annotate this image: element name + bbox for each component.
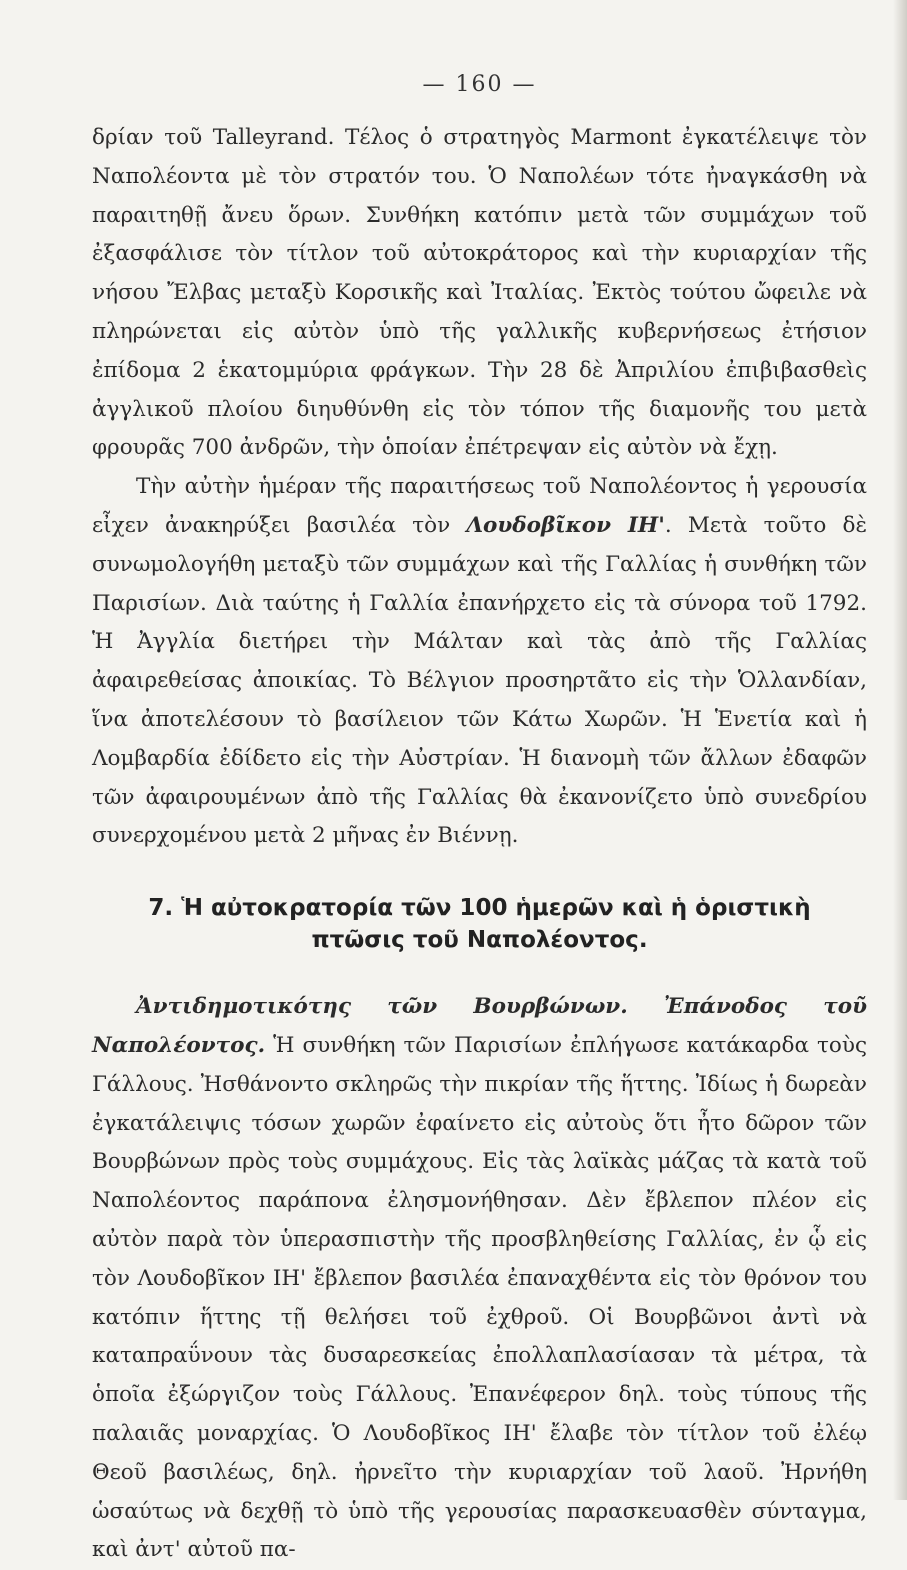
paragraph-1: δρίαν τοῦ Talleyrand. Τέλος ὁ στρατηγὸς Marmont ἐγκατέλειψε τὸν Ναπολέοντα μὲ τὸν στρατόν του. Ὁ Ναπολέων τότε ἠναγκάσθη νὰ παραιτηθῇ ἄνευ ὅρων. Συνθήκη κατόπιν μετὰ τῶν συμμάχων τοῦ ἐξασφάλισε τὸν τίτλον τοῦ αὐτοκράτορος καὶ τὴν κυριαρχίαν τῆς νήσου Ἔλβας μεταξὺ Κορσικῆς καὶ Ἰταλίας. Ἐκτὸς τούτου ὤφειλε νὰ πληρώνεται εἰς αὐτὸν ὑπὸ τῆς γαλλικῆς κυβερνήσεως ἐτήσιον ἐπίδομα 2 ἑκατομμύρια φράγκων. Τὴν 28 δὲ Ἀπριλίου ἐπιβιβασθεὶς ἀγγλικοῦ πλοίου διηυθύνθη εἰς τὸν τόπον τῆς διαμονῆς του μετὰ φρουρᾶς 700 ἀνδρῶν, τὴν ὁποίαν ἐπέτρεψαν εἰς αὐτὸν νὰ ἔχῃ.: [92, 125, 867, 461]
paragraph-2-after: . Μετὰ τοῦτο δὲ συνωμολογήθη μεταξὺ τῶν συμμάχων καὶ τῆς Γαλλίας ἡ συνθήκη τῶν Παρισίων. Διὰ ταύτης ἡ Γαλλία ἐπανήρχετο εἰς τὰ σύνορα τοῦ 1792. Ἡ Ἀγγλία διετήρει τὴν Μάλταν καὶ τὰς ἀπὸ τῆς Γαλλίας ἀφαιρεθείσας ἀποικίας. Τὸ Βέλγιον προσηρτᾶτο εἰς τὴν Ὁλλανδίαν, ἵνα ἀποτελέσουν τὸ βασίλειον τῶν Κάτω Χωρῶν. Ἡ Ἑνετία καὶ ἡ Λομβαρδία ἐδίδετο εἰς τὴν Αὐστρίαν. Ἡ διανομὴ τῶν ἄλλων ἐδαφῶν τῶν ἀφαιρουμένων ἀπὸ τῆς Γαλλίας θὰ ἐκανονίζετο ὑπὸ συνεδρίου συνερχομένου μετὰ 2 μῆνας ἐν Βιέννῃ.: [92, 512, 867, 849]
section-heading: [92, 892, 867, 956]
section-heading-line-2: πτῶσις τοῦ Ναπολέοντος.: [311, 927, 648, 954]
page-number: — 160 —: [422, 72, 537, 97]
paragraph-3-text: Ἡ συνθήκη τῶν Παρισίων ἐπλήγωσε κατάκαρδα τοὺς Γάλλους. Ἠσθάνοντο σκληρῶς τὴν πικρίαν τῆς ἥττης. Ἰδίως ἡ δωρεὰν ἐγκατάλειψις τόσων χωρῶν ἐφαίνετο εἰς αὐτοὺς ὅτι ἦτο δῶρον τῶν Βουρβώνων πρὸς τοὺς συμμάχους. Εἰς τὰς λαϊκὰς μάζας τὰ κατὰ τοῦ Ναπολέοντος παράπονα ἐλησμονήθησαν. Δὲν ἔβλεπον πλέον εἰς αὐτὸν παρὰ τὸν ὑπερασπιστὴν τῆς προσβληθείσης Γαλλίας, ἐν ᾧ εἰς τὸν Λουδοβῖκον ΙΗ' ἔβλεπον βασιλέα ἐπαναχθέντα εἰς τὸν θρόνον του κατόπιν ἥττης τῇ θελήσει τοῦ ἐχθροῦ. Οἱ Βουρβῶνοι ἀντὶ νὰ καταπραΰνουν τὰς δυσαρεσκείας ἐπολλαπλασίασαν τὰ μέτρα, τὰ ὁποῖα ἐξώργιζον τοὺς Γάλλους. Ἐπανέφερον δηλ. τοὺς τύπους τῆς παλαιᾶς μοναρχίας. Ὁ Λουδοβῖκος ΙΗ' ἔλαβε τὸν τίτλον τοῦ ἐλέῳ Θεοῦ βασιλέως, δηλ. ἠρνεῖτο τὴν κυριαρχίαν τοῦ λαοῦ. Ἠρνήθη ὡσαύτως νὰ δεχθῇ τὸ ὑπὸ τῆς γερουσίας παρασκευασθὲν σύνταγμα, καὶ ἀντ' αὐτοῦ πα-: [92, 1032, 867, 1563]
body-text: [92, 119, 867, 1570]
paragraph-2-before: Τὴν αὐτὴν ἡμέραν τῆς παραιτήσεως τοῦ Ναπολέοντος ἡ γερουσία εἶχεν ἀνακηρύξει βασιλέα τὸν: [92, 474, 867, 538]
paragraph-2: [92, 468, 867, 856]
king-name: Λουδοβῖκον ΙΗ': [466, 512, 665, 538]
page-edge-shadow: [893, 0, 907, 1500]
paragraph-3-title: Ἀντιδημοτικότης τῶν Βουρβώνων. Ἐπάνοδος τοῦ Ναπολέοντος.: [92, 994, 867, 1058]
paragraph-3: [92, 988, 867, 1570]
section-heading-line-1: 7. Ἡ αὐτοκρατορία τῶν 100 ἡμερῶν καὶ ἡ ὁριστικὴ: [148, 895, 811, 922]
